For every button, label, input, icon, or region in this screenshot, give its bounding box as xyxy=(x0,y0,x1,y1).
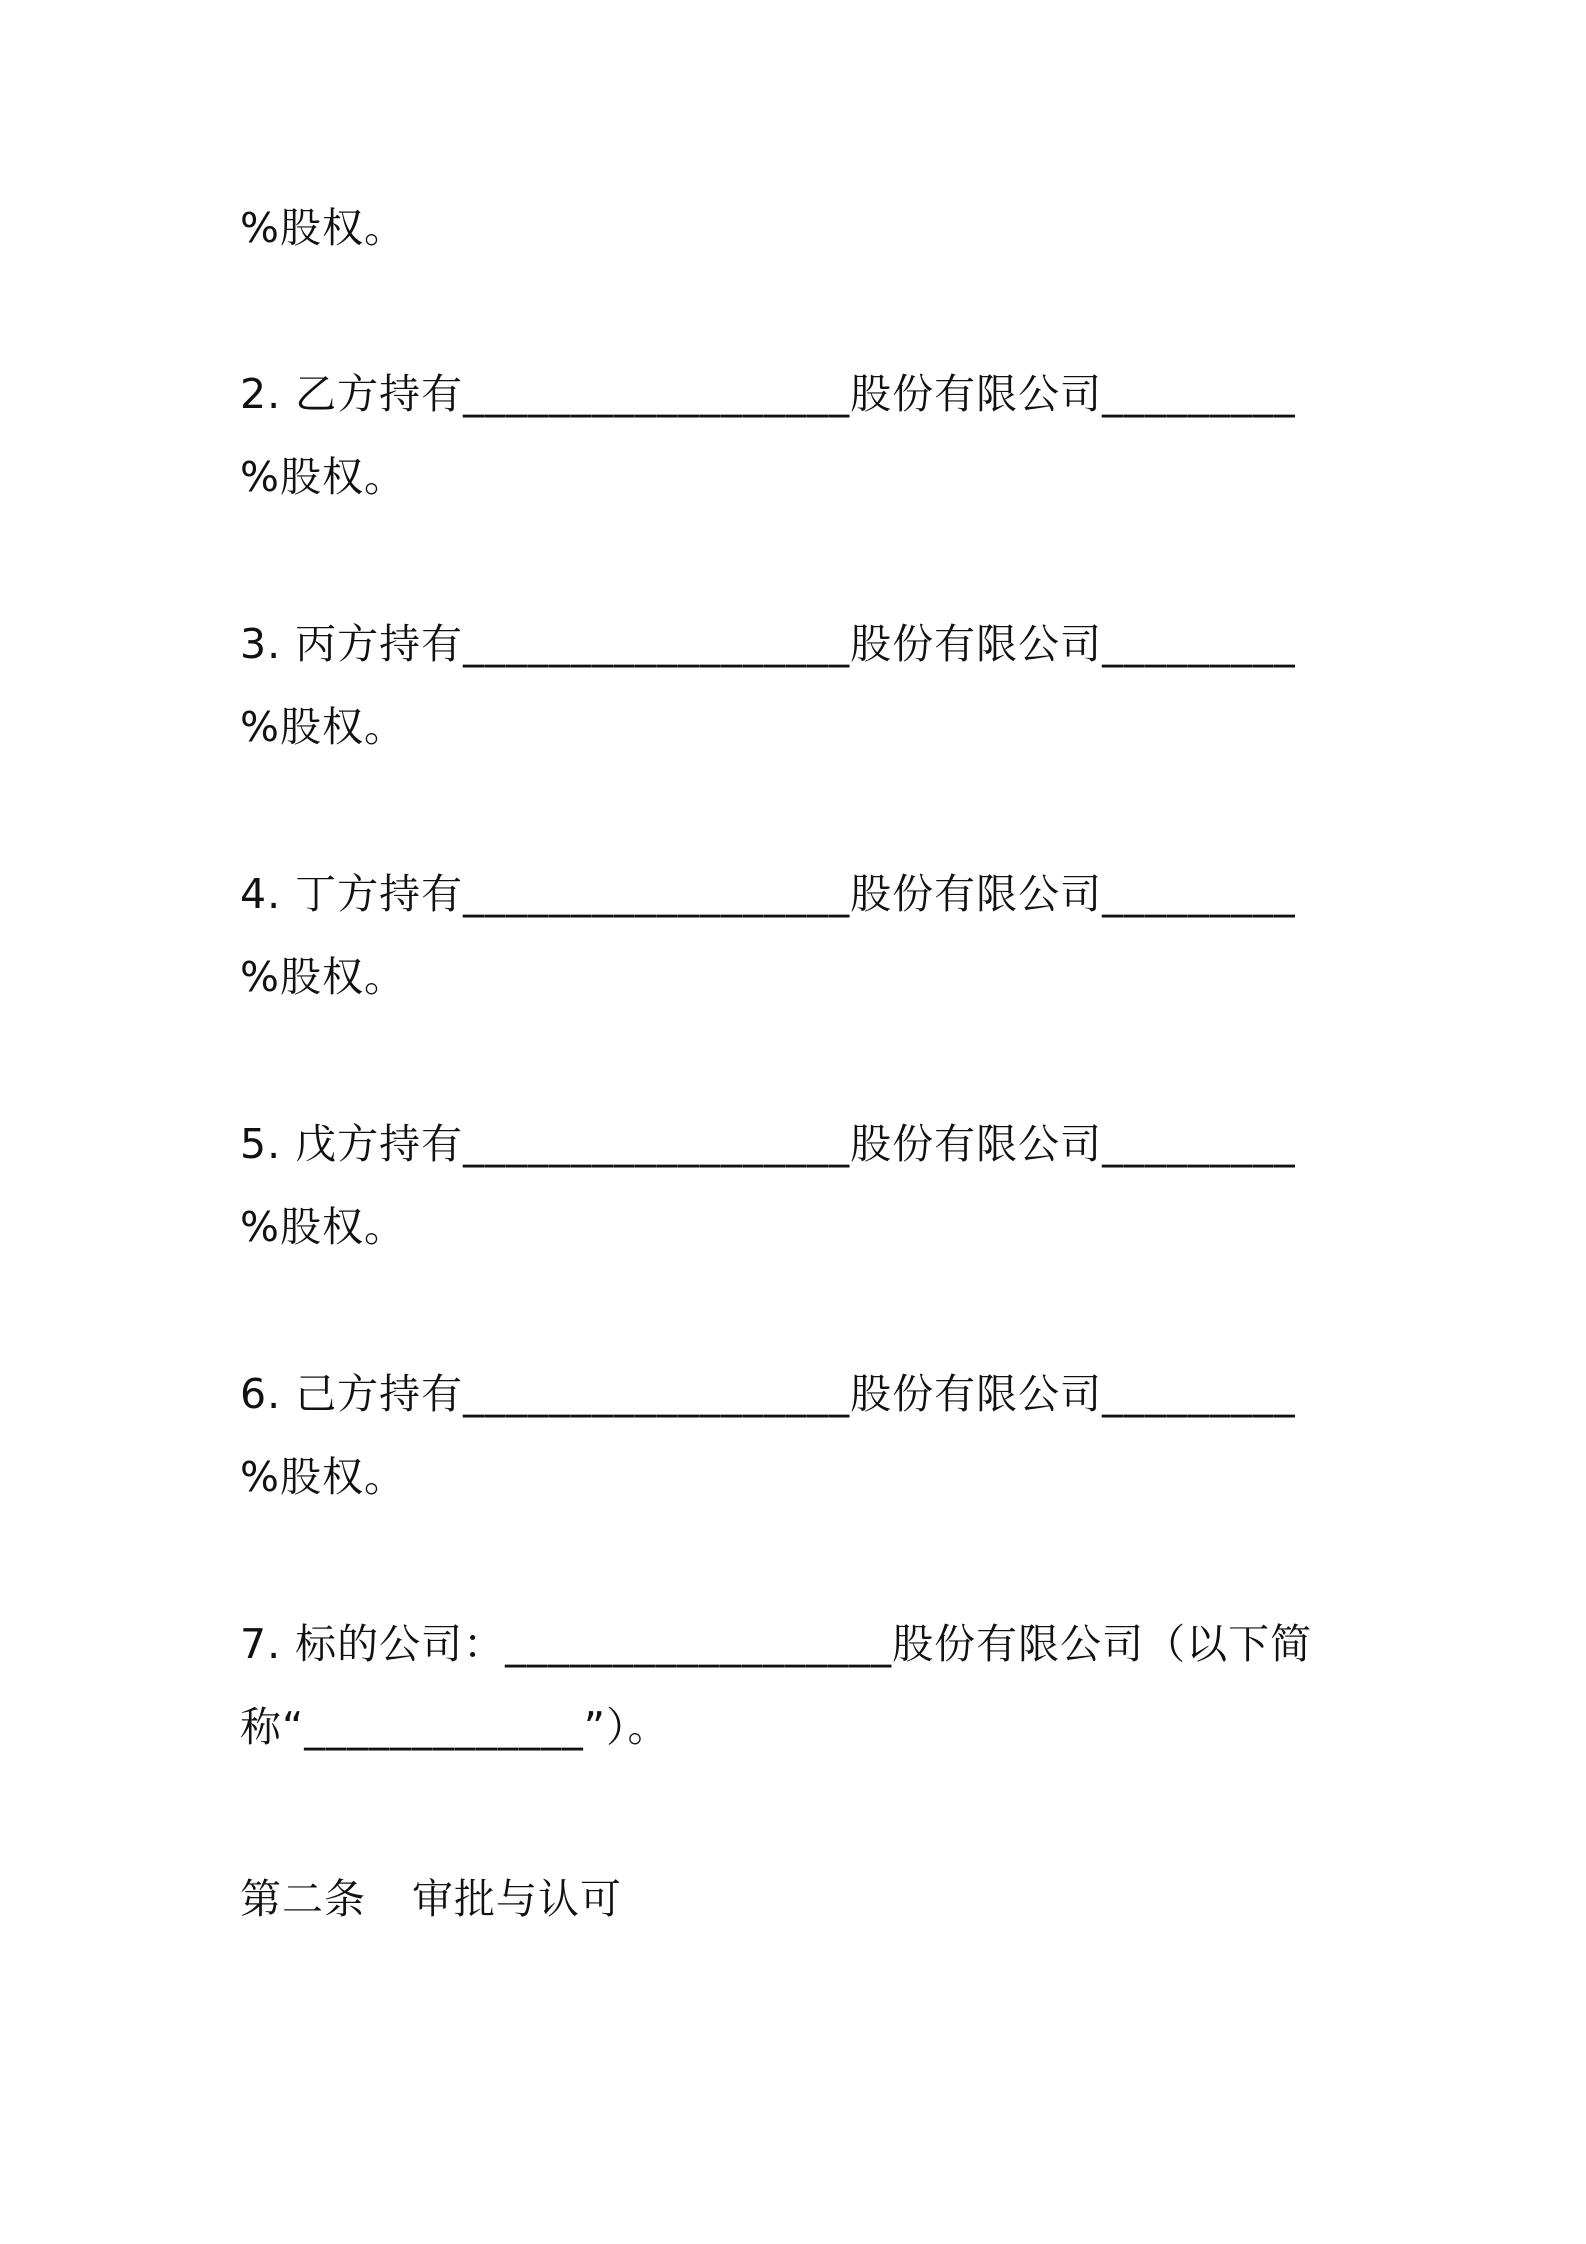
clause-7-continuation: 称“_____________”）。 xyxy=(240,1703,670,1751)
clause-4-continuation: %股权。 xyxy=(240,953,406,1001)
clause-4-party-d: 4. 丁方持有__________________股份有限公司_________ xyxy=(240,870,1296,918)
clause-1-continuation: %股权。 xyxy=(240,204,406,252)
clause-2-party-b: 2. 乙方持有__________________股份有限公司_________ xyxy=(240,370,1296,418)
article-title: 审批与认可 xyxy=(412,1875,622,1923)
clause-3-party-c: 3. 丙方持有__________________股份有限公司_________ xyxy=(240,620,1296,668)
article-number: 第二条 xyxy=(240,1875,366,1923)
clause-6-party-f: 6. 己方持有__________________股份有限公司_________ xyxy=(240,1370,1296,1418)
clause-5-continuation: %股权。 xyxy=(240,1203,406,1251)
clause-3-continuation: %股权。 xyxy=(240,703,406,751)
article-heading xyxy=(240,1873,622,1925)
clause-6-continuation: %股权。 xyxy=(240,1453,406,1501)
clause-5-party-e: 5. 戊方持有__________________股份有限公司_________ xyxy=(240,1120,1296,1168)
clause-7-target-company: 7. 标的公司：__________________股份有限公司（以下简 xyxy=(240,1620,1313,1668)
clause-2-continuation: %股权。 xyxy=(240,453,406,501)
